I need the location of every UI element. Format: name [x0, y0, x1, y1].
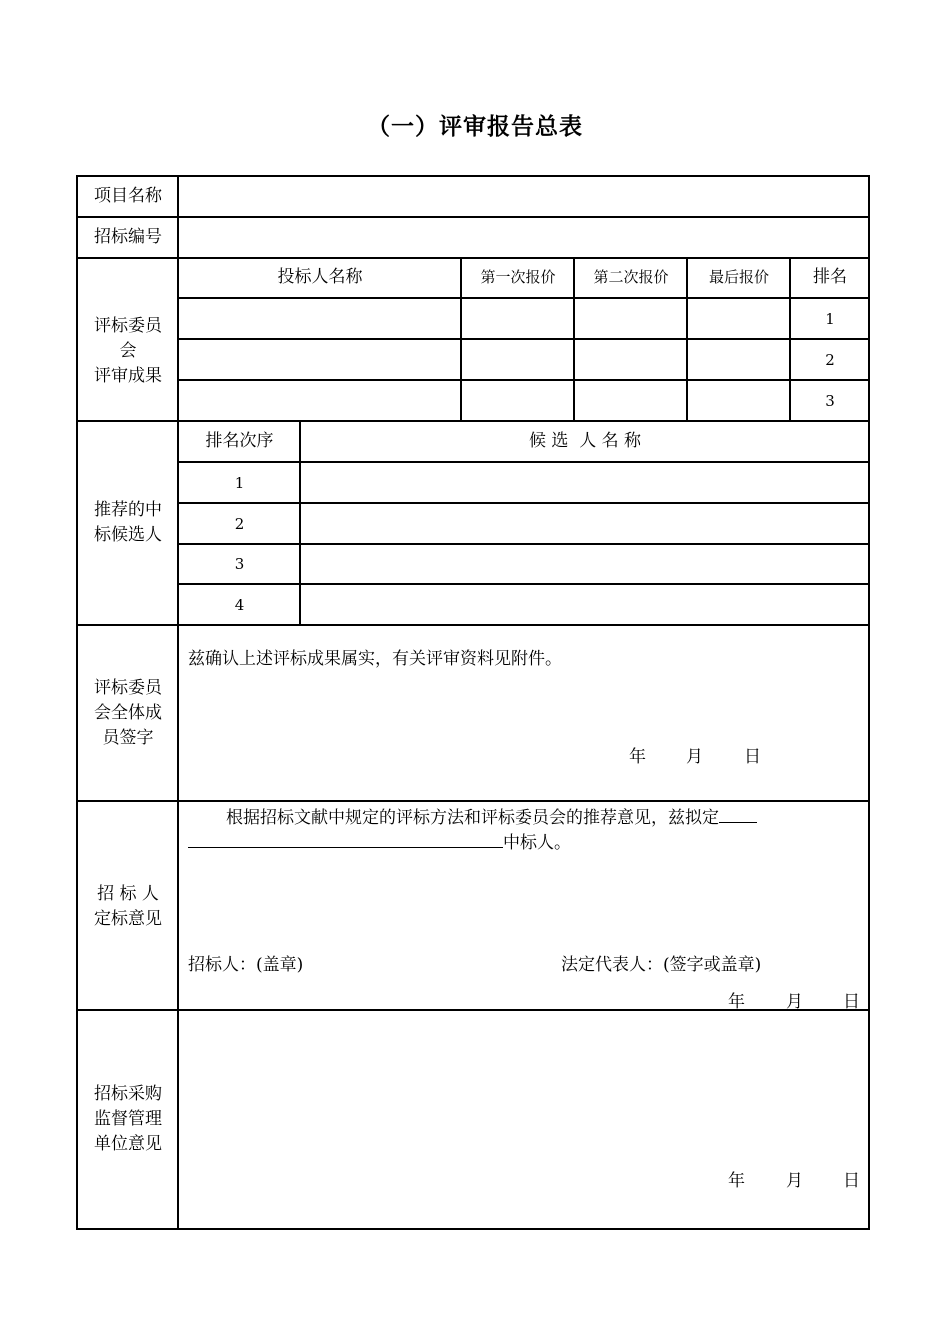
row-divider — [76, 624, 870, 626]
row-divider — [178, 502, 870, 504]
project-name-label: 项目名称 — [94, 186, 162, 206]
date-day: 日 — [744, 747, 761, 767]
opinion-line-2 — [188, 829, 571, 856]
opinion-text: 根据招标文献中规定的评标方法和评标委员会的推荐意见，兹拟定 — [226, 808, 719, 828]
legal-representative: 法定代表人：(签字或盖章) — [561, 955, 762, 975]
date-day: 日 — [843, 992, 860, 1012]
opinion-line-1 — [226, 804, 757, 831]
date-year: 年 — [728, 1171, 745, 1191]
report-table — [76, 175, 870, 1230]
header-second-quote: 第二次报价 — [593, 268, 669, 286]
header-first-quote: 第一次报价 — [480, 268, 556, 286]
header-rank: 排名 — [813, 267, 847, 287]
date-year: 年 — [728, 992, 745, 1012]
row-divider — [76, 800, 870, 802]
row-divider — [178, 379, 870, 381]
signature-label: 评标委员 会全体成 员签字 — [94, 678, 162, 748]
date-month: 月 — [686, 747, 703, 767]
header-final-quote: 最后报价 — [708, 268, 769, 286]
date-month: 月 — [786, 1171, 803, 1191]
tenderer-opinion-label: 招 标 人 定标意见 — [94, 884, 162, 929]
row-divider — [76, 216, 870, 218]
row-divider — [178, 461, 870, 463]
order-cell: 4 — [234, 596, 245, 614]
order-cell: 3 — [234, 555, 245, 573]
winner-blank[interactable] — [719, 804, 757, 823]
order-cell: 2 — [234, 515, 245, 533]
recommended-label: 推荐的中 标候选人 — [94, 500, 162, 545]
row-divider — [76, 1009, 870, 1011]
header-candidate-name: 候 选 人 名 称 — [528, 431, 642, 451]
date-day: 日 — [843, 1171, 860, 1191]
rank-cell: 3 — [825, 392, 835, 410]
order-cell: 1 — [234, 474, 245, 492]
row-divider — [178, 297, 870, 299]
row-divider — [178, 583, 870, 585]
row-divider — [178, 338, 870, 340]
opinion-suffix: 中标人。 — [503, 833, 571, 853]
confirmation-statement: 兹确认上述评标成果属实，有关评审资料见附件。 — [188, 649, 562, 669]
tenderer-seal: 招标人：(盖章) — [188, 955, 304, 975]
date-year: 年 — [629, 747, 646, 767]
rank-cell: 1 — [825, 310, 835, 328]
header-rank-order: 排名次序 — [205, 431, 274, 451]
page-title: （一）评审报告总表 — [367, 114, 583, 140]
rank-cell: 2 — [825, 351, 835, 369]
row-divider — [178, 543, 870, 545]
row-divider — [76, 257, 870, 259]
row-divider — [76, 420, 870, 422]
committee-result-label: 评标委员 会 评审成果 — [94, 316, 162, 386]
date-month: 月 — [786, 992, 803, 1012]
header-bidder-name: 投标人名称 — [277, 267, 363, 287]
tender-no-label: 招标编号 — [94, 227, 162, 247]
supervision-label: 招标采购 监督管理 单位意见 — [94, 1084, 162, 1154]
winner-blank[interactable] — [188, 829, 503, 848]
